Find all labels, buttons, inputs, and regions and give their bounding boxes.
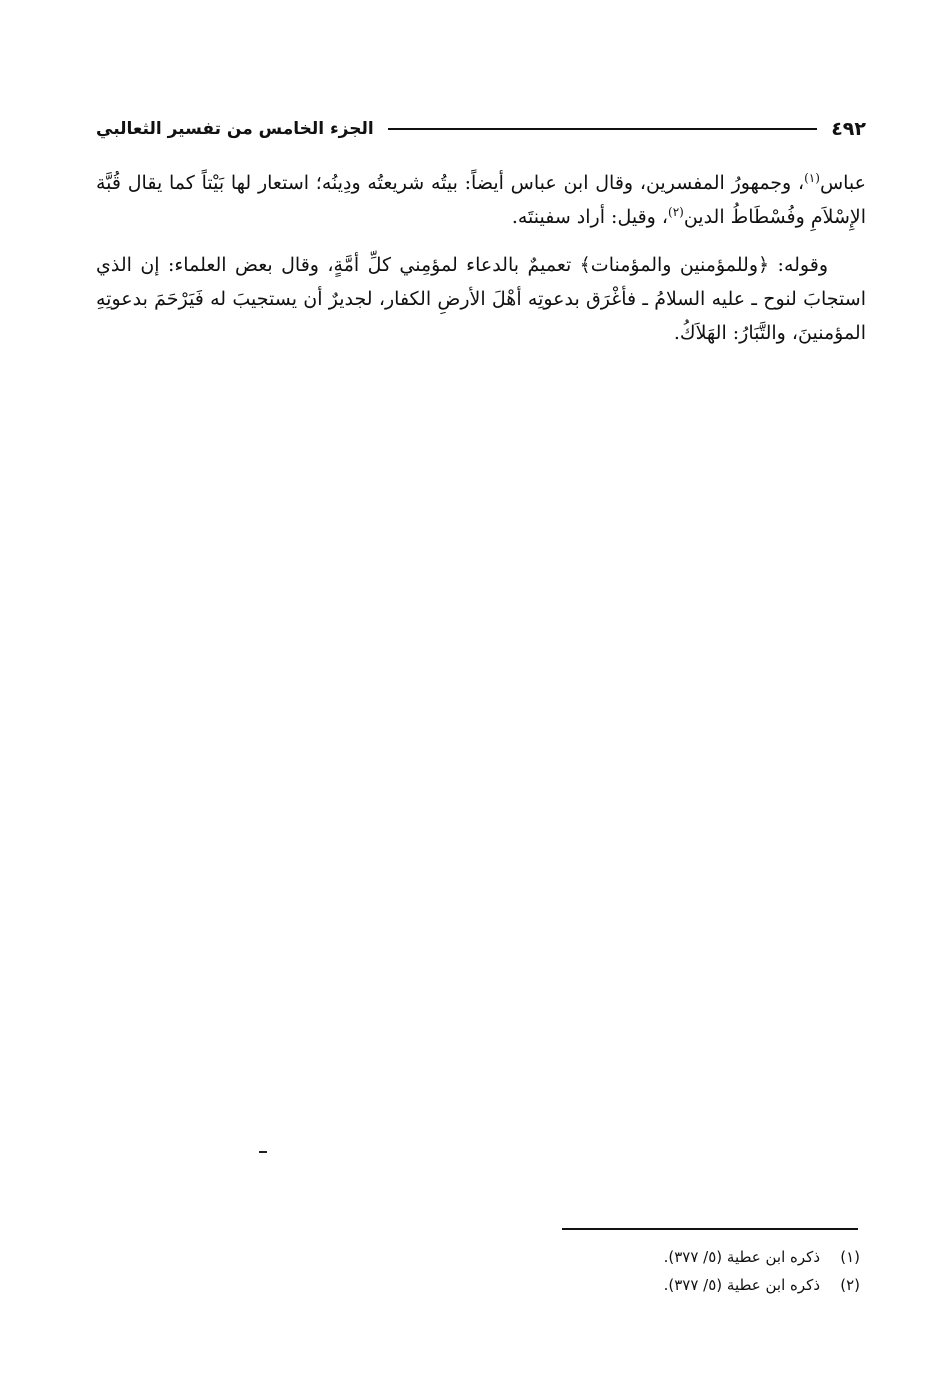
paragraph-1 — [96, 166, 866, 234]
page-header — [96, 114, 866, 144]
stray-mark — [259, 1151, 267, 1153]
footnote-rule — [562, 1228, 858, 1230]
footnote-ref-1: (١) — [804, 171, 820, 185]
page-number: ٤٩٢ — [831, 118, 866, 140]
paragraph-1-part-1: عباس — [819, 172, 866, 194]
footnotes — [560, 1243, 860, 1299]
footnote-1 — [560, 1243, 860, 1271]
footnote-2-text: ذكره ابن عطية (٥/ ٣٧٧). — [663, 1276, 820, 1294]
footnote-1-text: ذكره ابن عطية (٥/ ٣٧٧). — [663, 1248, 820, 1266]
footnote-2-number: (٢) — [840, 1276, 860, 1294]
running-title: الجزء الخامس من تفسير الثعالبي — [96, 119, 374, 139]
main-text — [96, 166, 866, 350]
footnote-ref-2: (٢) — [668, 205, 684, 219]
paragraph-1-part-3: ، وقيل: أراد سفينتَه. — [511, 206, 668, 228]
footnote-2 — [560, 1271, 860, 1299]
paragraph-2: وقوله: ﴿وللمؤمنين والمؤمنات﴾ تعميمٌ بالدعاء لمؤمِني كلِّ أمَّةٍ، وقال بعض العلماء: إن الذي استجابَ لنوح ـ عليه السلامُ ـ فأغْرَق بدعوتِه أهْلَ الأرضِ الكفار، لجديرٌ أن يستجيبَ له فَيَرْحَمَ بدعوتِهِ المؤمنينَ، والتَّبَارُ: الهَلاَكُ. — [96, 254, 866, 344]
paragraph-1-part-2: ، وجمهورُ المفسرين، وقال ابن عباس أيضاً: بيتُه شريعتُه ودِينُه؛ استعار لها بَيْتاً كما يقال قُبَّة الإِسْلاَمِ وفُسْطَاطُ الدين — [96, 172, 866, 228]
footnote-1-number: (١) — [840, 1248, 860, 1266]
header-rule — [388, 128, 817, 130]
